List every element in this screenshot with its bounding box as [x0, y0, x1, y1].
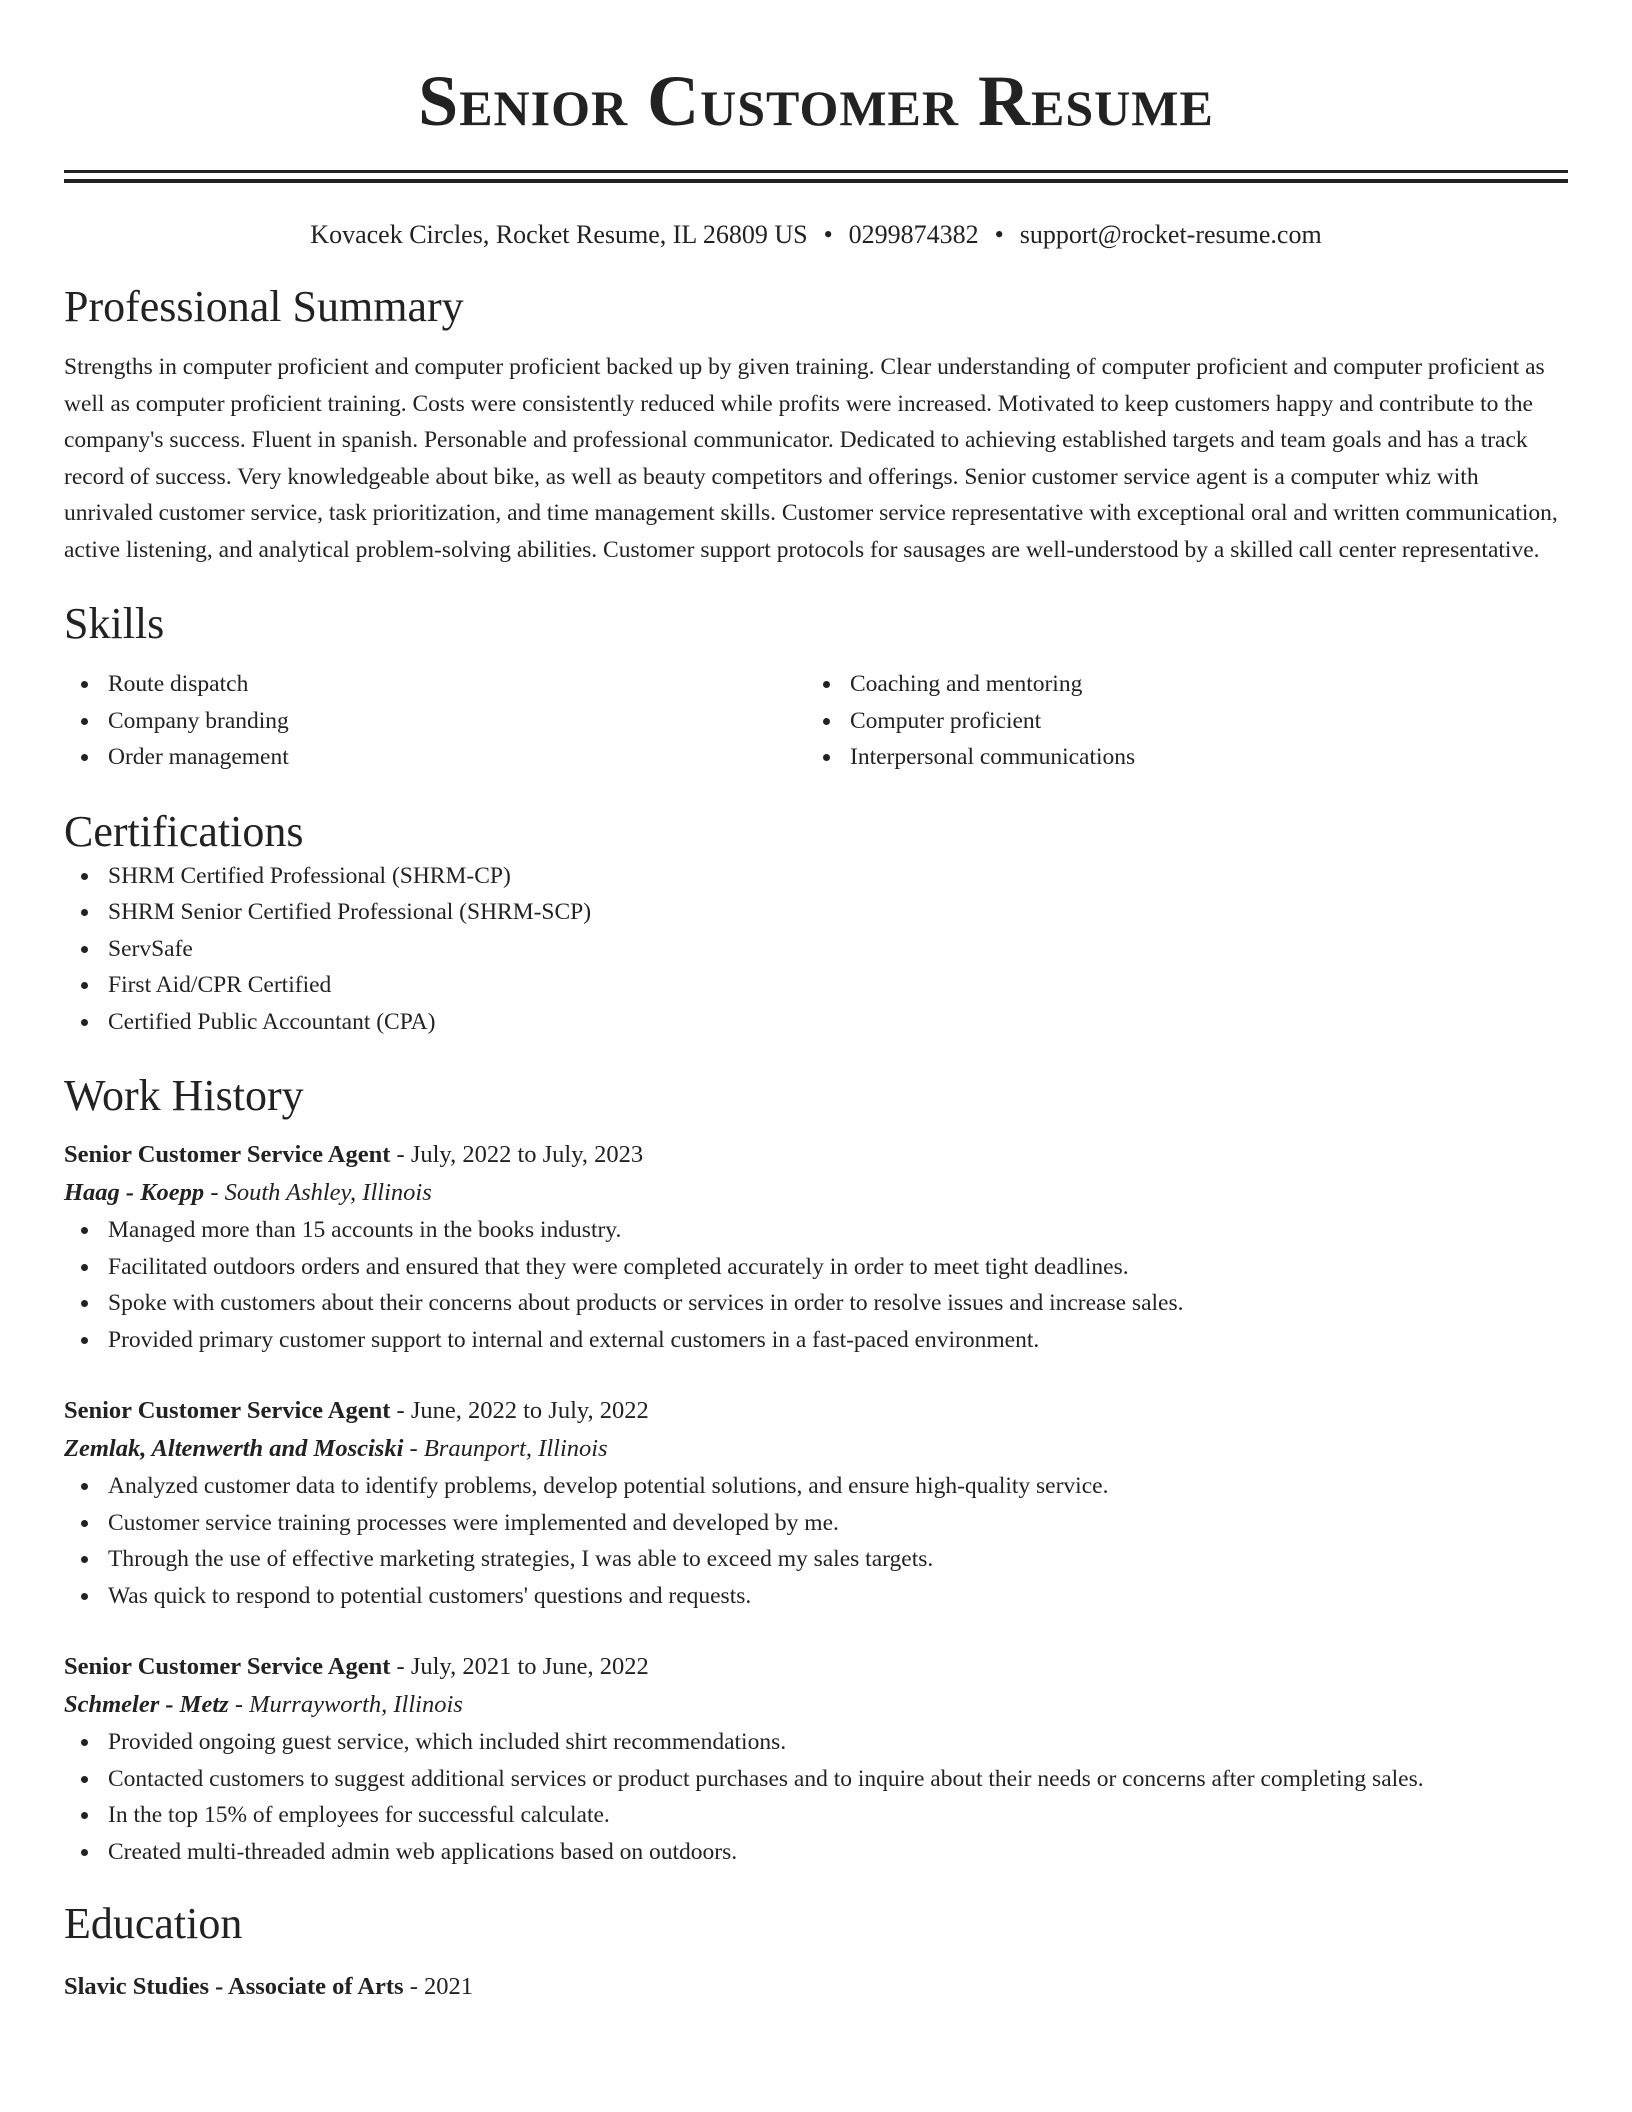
skill-item: Route dispatch: [108, 666, 806, 703]
job-title: Senior Customer Service Agent: [64, 1141, 391, 1168]
skill-item: Coaching and mentoring: [850, 666, 1548, 703]
job-duty-item: In the top 15% of employees for successful calculate.: [108, 1797, 1568, 1834]
job-duty-item: Through the use of effective marketing strategies, I was able to exceed my sales targets.: [108, 1541, 1568, 1578]
certification-item: ServSafe: [108, 931, 1568, 968]
education-degree: Slavic Studies - Associate of Arts: [64, 1973, 404, 2000]
job-duties-list: [64, 1724, 1568, 1870]
job-title-line: [64, 1648, 1568, 1686]
education-entry: [64, 1968, 1568, 2006]
job-employer: Schmeler - Metz: [64, 1691, 229, 1718]
job-title: Senior Customer Service Agent: [64, 1397, 391, 1424]
job-duty-item: Contacted customers to suggest additional services or product purchases and to inquire about their needs or concerns after completing sales.: [108, 1761, 1568, 1798]
job-dates: July, 2021 to June, 2022: [410, 1653, 649, 1680]
job-entry: [64, 1648, 1568, 1870]
skills-heading: Skills: [64, 599, 165, 648]
job-employer-line: [64, 1430, 1568, 1468]
resume-title: Senior Customer Resume: [418, 61, 1214, 141]
job-location: South Ashley, Illinois: [224, 1179, 432, 1206]
certification-item: First Aid/CPR Certified: [108, 967, 1568, 1004]
contact-separator: •: [823, 220, 833, 249]
job-dates: June, 2022 to July, 2022: [410, 1397, 649, 1424]
job-dash: -: [396, 1141, 405, 1168]
job-entry: [64, 1392, 1568, 1614]
job-duties-list: [64, 1468, 1568, 1614]
skills-list-left: [64, 666, 806, 776]
title-divider-top: [64, 170, 1568, 173]
job-duty-item: Managed more than 15 accounts in the books industry.: [108, 1212, 1568, 1249]
job-employer-line: [64, 1174, 1568, 1212]
contact-address: Kovacek Circles, Rocket Resume, IL 26809 US: [310, 220, 808, 249]
skills-grid: [64, 666, 1568, 776]
job-dash: -: [409, 1435, 418, 1462]
skill-item: Interpersonal communications: [850, 739, 1548, 776]
skills-list-right: [806, 666, 1548, 776]
certifications-heading: Certifications: [64, 806, 304, 856]
contact-separator: •: [994, 220, 1004, 249]
job-duty-item: Facilitated outdoors orders and ensured that they were completed accurately in order to meet tight deadlines.: [108, 1249, 1568, 1286]
education-dash: -: [409, 1973, 418, 2000]
job-title-line: [64, 1392, 1568, 1430]
summary-heading: Professional Summary: [64, 282, 464, 331]
job-dash: -: [396, 1397, 405, 1424]
job-duty-item: Created multi-threaded admin web applications based on outdoors.: [108, 1834, 1568, 1871]
job-entry: [64, 1136, 1568, 1358]
contact-line: [64, 219, 1568, 251]
resume-page: [64, 0, 1568, 2006]
education-heading: Education: [64, 1899, 243, 1948]
education-year: 2021: [424, 1973, 474, 2000]
job-duty-item: Provided ongoing guest service, which included shirt recommendations.: [108, 1724, 1568, 1761]
certifications-list: [64, 858, 1568, 1041]
job-employer: Zemlak, Altenwerth and Mosciski: [64, 1435, 404, 1462]
job-duties-list: [64, 1212, 1568, 1358]
job-duty-item: Customer service training processes were implemented and developed by me.: [108, 1505, 1568, 1542]
contact-phone: 0299874382: [848, 220, 979, 249]
job-employer-line: [64, 1686, 1568, 1724]
certification-item: SHRM Senior Certified Professional (SHRM-SCP): [108, 894, 1568, 931]
job-dash: -: [396, 1653, 405, 1680]
certification-item: Certified Public Accountant (CPA): [108, 1004, 1568, 1041]
skill-item: Company branding: [108, 703, 806, 740]
job-employer: Haag - Koepp: [64, 1179, 205, 1206]
title-divider-bottom: [64, 179, 1568, 183]
job-duty-item: Was quick to respond to potential customers' questions and requests.: [108, 1578, 1568, 1615]
job-location: Murrayworth, Illinois: [249, 1691, 463, 1718]
job-location: Braunport, Illinois: [423, 1435, 608, 1462]
job-dates: July, 2022 to July, 2023: [410, 1141, 644, 1168]
job-dash: -: [210, 1179, 219, 1206]
certification-item: SHRM Certified Professional (SHRM-CP): [108, 858, 1568, 895]
job-duty-item: Spoke with customers about their concerns about products or services in order to resolve issues and increase sales.: [108, 1285, 1568, 1322]
skill-item: Order management: [108, 739, 806, 776]
contact-email: support@rocket-resume.com: [1019, 220, 1322, 249]
job-title: Senior Customer Service Agent: [64, 1653, 391, 1680]
job-duty-item: Provided primary customer support to internal and external customers in a fast-paced environment.: [108, 1322, 1568, 1359]
skill-item: Computer proficient: [850, 703, 1548, 740]
job-title-line: [64, 1136, 1568, 1174]
summary-text: Strengths in computer proficient and computer proficient backed up by given training. Clear understanding of computer proficient and computer proficient as well as computer proficient training. Costs were consistently reduced while profits were increased. Motivated to keep customers happy and contribute to the company's success. Fluent in spanish. Personable and professional communicator. Dedicated to achieving established targets and team goals and has a track record of success. Very knowledgeable about bike, as well as beauty competitors and offerings. Senior customer service agent is a computer whiz with unrivaled customer service, task prioritization, and time management skills. Customer service representative with exceptional oral and written communication, active listening, and analytical problem-solving abilities. Customer support protocols for sausages are well-understood by a skilled call center representative.: [64, 354, 1558, 563]
job-dash: -: [234, 1691, 243, 1718]
job-duty-item: Analyzed customer data to identify problems, develop potential solutions, and ensure high-quality service.: [108, 1468, 1568, 1505]
work-history-heading: Work History: [64, 1071, 304, 1120]
